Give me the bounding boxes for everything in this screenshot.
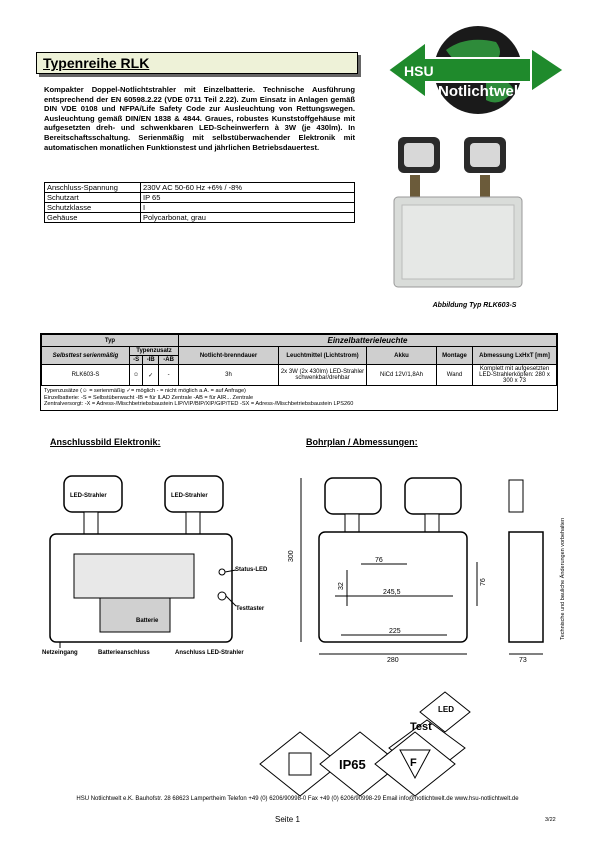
- table-notes: [41, 386, 557, 410]
- table-row: [42, 365, 557, 386]
- spec-value: Polycarbonat, grau: [141, 213, 355, 223]
- title-box: [36, 52, 358, 74]
- spec-row: [45, 203, 355, 213]
- spec-table: [44, 182, 355, 223]
- dim-300: 300: [288, 550, 295, 562]
- spec-value: I: [141, 203, 355, 213]
- col-typ: Typ: [42, 335, 179, 347]
- col-s: -S: [130, 356, 143, 365]
- label-batterie: Batterie: [136, 618, 159, 624]
- spec-row: [45, 193, 355, 203]
- dim-225: 225: [389, 628, 401, 635]
- product-description: Kompakter Doppel-Notlichtstrahler mit Einzelbatterie. Technische Ausführung entsprechend der EN 60598.2.22 (VDE 0711 Teil 2.22). Zum Einsatz in Anlagen gemäß DIN VDE 0108 und NFPA/Life Safety Code zur Ausleuchtung von Rettungswegen. Ausleuchtung gemäß DIN/EN 1838 & 4844. Graues, robustes Kunststoffgehäuse mit aufgesetzten dreh- und schwenkbaren LED-Scheinwerfern à 3W (je 430lm). In Bereitschaftsschaltung. Serienmäßig mit selbstüberwachender Elektronik mit automatischen monatlichen Funktionstest und jährlichen Betriebsdauertest.: [44, 85, 355, 152]
- badge-led-label: LED: [438, 705, 454, 714]
- spec-value: 230V AC 50-60 Hz +6% / -8%: [141, 183, 355, 193]
- hsu-logo: [386, 20, 566, 120]
- cell-ib: ✓: [143, 365, 159, 386]
- cell-brenndauer: 3h: [179, 365, 279, 386]
- col-abmessung: Abmessung LxHxT [mm]: [473, 347, 557, 365]
- cell-ab: -: [159, 365, 179, 386]
- col-ib: -IB: [143, 356, 159, 365]
- label-status-led: Status-LED: [235, 567, 268, 573]
- dim-280: 280: [387, 657, 399, 664]
- cell-leuchtmittel: 2x 3W (2x 430lm) LED-Strahler schwenkbar/drehbar: [279, 365, 367, 386]
- footer: HSU Notlichtwelt e.K. Bauhofstr. 28 68623 Lampertheim Telefon +49 (0) 6206/90998-0 Fax +49 (0) 6206/90998-29 Email info@notlichtwelt.de www.hsu-notlichtwelt.de: [76, 796, 519, 802]
- dim-76-top: 76: [375, 557, 383, 564]
- label-batterieanschluss: Batterieanschluss: [98, 650, 150, 656]
- product-table: [40, 333, 558, 411]
- spec-row: [45, 213, 355, 223]
- logo-hsu-text: HSU: [404, 63, 434, 79]
- cell-abmessung: Komplett mit aufgesetzten LED-Strahlerköpfen: 280 x 300 x 73: [473, 365, 557, 386]
- label-netzeingang: Netzeingang: [42, 650, 78, 656]
- col-akku: Akku: [367, 347, 437, 365]
- col-selbsttest: Selbsttest serienmäßig: [42, 347, 130, 365]
- badge-ip65-label: IP65: [339, 757, 366, 772]
- spec-row: [45, 183, 355, 193]
- cell-montage: Wand: [437, 365, 473, 386]
- wiring-diagram: [40, 470, 290, 665]
- spec-key: Schutzart: [45, 193, 141, 203]
- note-typenzusaetze: Typenzusätze (☺ = serienmäßig ✓= möglich - = nicht möglich a.A. = auf Anfrage): [44, 388, 246, 394]
- cell-s: ☺: [130, 365, 143, 386]
- page-number: Seite 1: [275, 815, 300, 824]
- dim-32: 32: [338, 582, 345, 590]
- dim-73: 73: [519, 657, 527, 664]
- spec-key: Schutzklasse: [45, 203, 141, 213]
- note-zentral: Zentralversorgt: -X = Adress-/Mischbetriebsbaustein LIP/VIP/BIP/XIP/GIP/TED -SX = Adress-/Mischbetriebsbaustein LPS260: [44, 401, 354, 407]
- col-typenzusatz: Typenzusatz: [130, 347, 179, 356]
- label-led-left: LED-Strahler: [70, 493, 107, 499]
- label-led-right: LED-Strahler: [171, 493, 208, 499]
- vertical-note: Technische und bauliche Änderungen vorbehalten: [560, 517, 566, 640]
- dim-2455: 245,5: [383, 589, 401, 596]
- badge-test-label: Test: [410, 721, 432, 733]
- spec-key: Gehäuse: [45, 213, 141, 223]
- label-anschluss-led: Anschluss LED-Strahler: [175, 650, 244, 656]
- page-ref: 3/22: [545, 817, 556, 823]
- section-anschlussbild: Anschlussbild Elektronik:: [50, 437, 161, 447]
- certification-badges: [255, 692, 505, 797]
- spec-value: IP 65: [141, 193, 355, 203]
- label-testtaster: Testtaster: [236, 606, 265, 612]
- dimension-drawing: [288, 470, 557, 670]
- section-bohrplan: Bohrplan / Abmessungen:: [306, 437, 418, 447]
- page-title: Typenreihe RLK: [43, 55, 150, 71]
- cell-akku: NiCd 12V/1,8Ah: [367, 365, 437, 386]
- note-einzelbatterie: Einzelbatterie: -S = Selbstüberwacht -IB = für ILAD Zentrale -AB = für AIR... Zentrale: [44, 394, 254, 401]
- photo-caption: Abbildung Typ RLK603-S: [432, 302, 517, 309]
- cell-typ: RLK603-S: [42, 365, 130, 386]
- col-ab: -AB: [159, 356, 179, 365]
- logo-notlichtwelt-text: Notlichtwelt: [438, 83, 523, 100]
- col-montage: Montage: [437, 347, 473, 365]
- badge-f-label: F: [410, 757, 417, 769]
- spec-key: Anschluss-Spannung: [45, 183, 141, 193]
- product-photo: [392, 135, 532, 290]
- col-brenndauer: Notlicht-brenndauer: [179, 347, 279, 365]
- group-title: Einzelbatterieleuchte: [179, 335, 557, 347]
- dim-76-side: 76: [480, 578, 487, 586]
- col-leuchtmittel: Leuchtmittel (Lichtstrom): [279, 347, 367, 365]
